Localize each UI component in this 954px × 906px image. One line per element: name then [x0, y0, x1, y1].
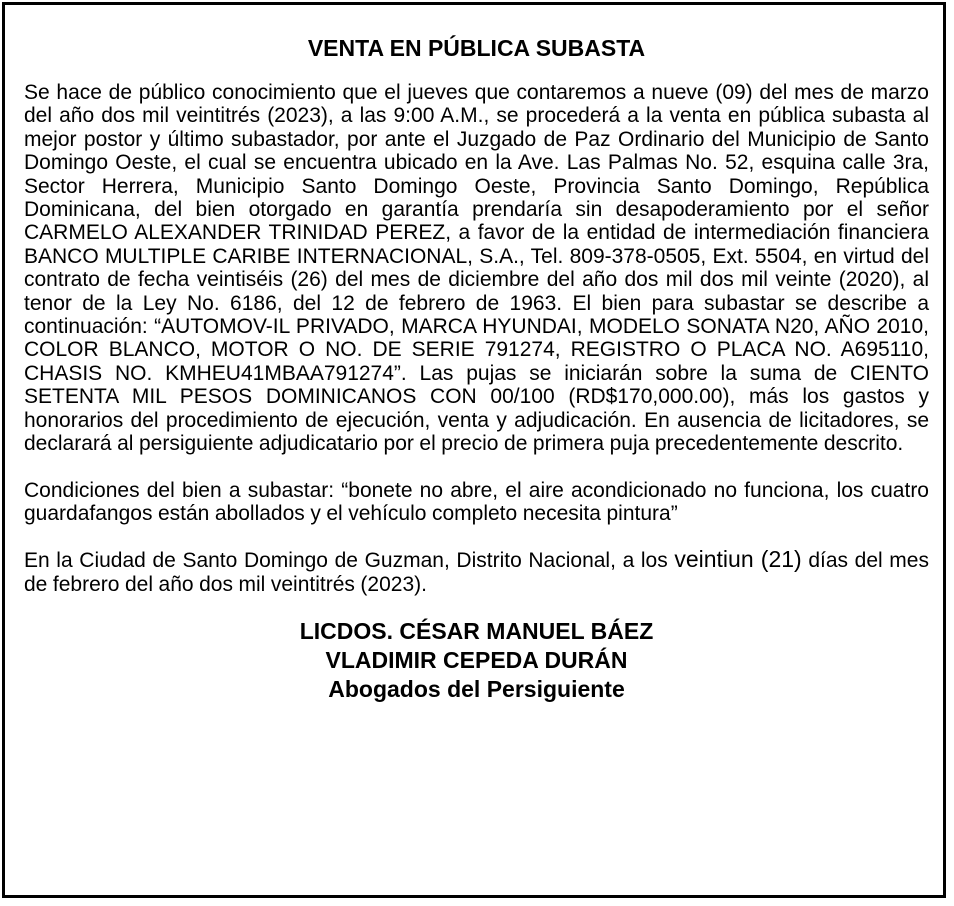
date-day-emphasis: veintiun (21)	[674, 546, 802, 573]
date-text-suffix: días del mes de febrero del año dos mil veintitrés (2023).	[24, 549, 929, 596]
signature-block	[24, 617, 929, 704]
legal-notice-box	[2, 2, 946, 898]
paragraph-spacer	[24, 456, 929, 479]
signature-line-lawyer-2: VLADIMIR CEPEDA DURÁN	[325, 647, 628, 674]
notice-content	[24, 33, 929, 704]
date-text-prefix: En la Ciudad de Santo Domingo de Guzman, Distrito Nacional, a los	[24, 549, 675, 573]
paragraph-spacer	[24, 525, 929, 548]
signature-line-role: Abogados del Persiguiente	[328, 676, 625, 703]
notice-title: VENTA EN PÚBLICA SUBASTA	[307, 35, 646, 61]
notice-paragraph-main: Se hace de público conocimiento que el jueves que contaremos a nueve (09) del mes de marzo del año dos mil veintitrés (2023), a las 9:00 A.M., se procederá a la venta en pública subasta al mejor postor y último subastador, por ante el Juzgado de Paz Ordinario del Municipio de Santo Domingo Oeste, el cual se encuentra ubicado en la Ave. Las Palmas No. 52, esquina calle 3ra, Sector Herrera, Municipio Santo Domingo Oeste, Provincia Santo Domingo, República Dominicana, del bien otorgado en garantía prendaría sin desapoderamiento por el señor CARMELO ALEXANDER TRINIDAD PEREZ, a favor de la entidad de intermediación financiera BANCO MULTIPLE CARIBE INTERNACIONAL, S.A., Tel. 809-378-0505, Ext. 5504, en virtud del contrato de fecha veintiséis (26) del mes de diciembre del año dos mil dos mil veinte (2020), al tenor de la Ley No. 6186, del 12 de febrero de 1963. El bien para subastar se describe a continuación: “AUTOMOV-IL PRIVADO, MARCA HYUNDAI, MODELO SONATA N20, AÑO 2010, COLOR BLANCO, MOTOR O NO. DE SERIE 791274, REGISTRO O PLACA NO. A695110, CHASIS NO. KMHEU41MBAA791274”. Las pujas se iniciarán sobre la suma de CIENTO SETENTA MIL PESOS DOMINICANOS CON 00/100 (RD$170,000.00), más los gastos y honorarios del procedimiento de ejecución, venta y adjudicación. En ausencia de licitadores, se declarará al persiguiente adjudicatario por el precio de primera puja precedentemente descrito.	[24, 81, 929, 456]
notice-paragraph-date	[24, 548, 929, 596]
signature-line-lawyer-1: LICDOS. CÉSAR MANUEL BÁEZ	[299, 618, 654, 645]
notice-paragraph-conditions: Condiciones del bien a subastar: “bonete no abre, el aire acondicionado no funciona, los cuatro guardafangos están abollados y el vehículo completo necesita pintura”	[24, 478, 929, 525]
